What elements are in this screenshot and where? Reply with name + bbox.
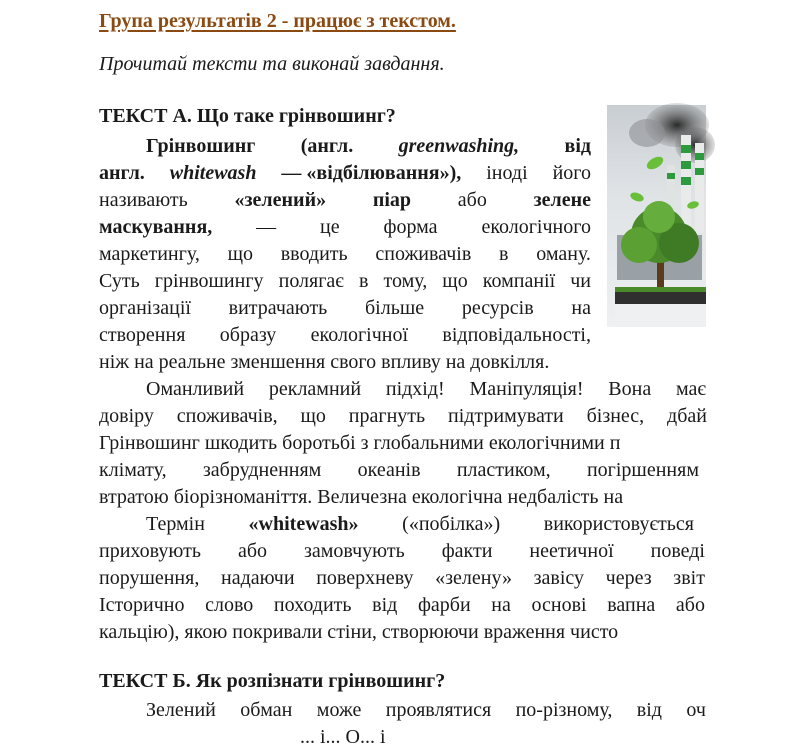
text-a-p1-line1: Грінвошинг (англ. greenwashing, від	[146, 135, 591, 157]
text-a-p2-line1: Оманливий рекламний підхід! Маніпуляція! Вона має	[146, 378, 706, 400]
text-a-p3-line3: порушення, надаючи поверхневу «зелену» завісу через звіт	[99, 567, 705, 589]
text-a-p1-line4: маскування, — це форма екологічного	[99, 216, 591, 238]
text-a-p1-line5: маркетингу, що вводить споживачів в оману.	[99, 243, 591, 265]
eco-factory-icon	[607, 105, 706, 327]
text-a-p2-line2: довіру споживачів, що прагнуть підтримувати бізнес, дбай	[99, 405, 707, 427]
text-a-p2-line5: втратою біорізноманіття. Величезна екологічна недбалість на	[99, 486, 624, 508]
text-a-p3-line1: Термін «whitewash» («побілка») використовується	[146, 513, 694, 535]
text-a-p1-line6: Суть грінвошингу полягає в тому, що компанії чи	[99, 270, 591, 292]
text-a-p1-line9: ніж на реальне зменшення свого впливу на довкілля.	[99, 351, 550, 373]
text-a-p3-line2: приховують або замовчують факти неетичної поведі	[99, 540, 705, 562]
text-b-title: ТЕКСТ Б. Як розпізнати грінвошинг?	[99, 670, 446, 692]
text-a-p2-line3: Грінвошинг шкодить боротьбі з глобальними екологічними п	[99, 432, 621, 454]
text-a-p1-line7: організації витрачають більше ресурсів на	[99, 297, 591, 319]
text-a-p3-line4: Історично слово походить від фарби на основі вапна або	[99, 594, 705, 616]
text-a-p1-line3: називають «зелений» піар або зелене	[99, 189, 591, 211]
instruction: Прочитай тексти та виконай завдання.	[99, 53, 445, 75]
text-b-p1-line2-partial: ... і... О... і	[300, 726, 386, 748]
text-a-p1-line2: англ. whitewash — «відбілювання»), іноді його	[99, 162, 591, 184]
text-b-p1-line1: Зелений обман може проявлятися по-різному, від оч	[146, 699, 706, 721]
eco-factory-tree-illustration	[607, 105, 706, 327]
text-a-p3-line5: кальцію), якою покривали стіни, створюючи враження чисто	[99, 621, 619, 643]
text-a-title: ТЕКСТ А. Що таке грінвошинг?	[99, 105, 396, 127]
group-heading: Група результатів 2 - працює з текстом.	[99, 10, 456, 32]
text-a-p2-line4: клімату, забрудненням океанів пластиком, погіршенням	[99, 459, 699, 481]
text-a-p1-line8: створення образу екологічної відповідальності,	[99, 324, 591, 346]
